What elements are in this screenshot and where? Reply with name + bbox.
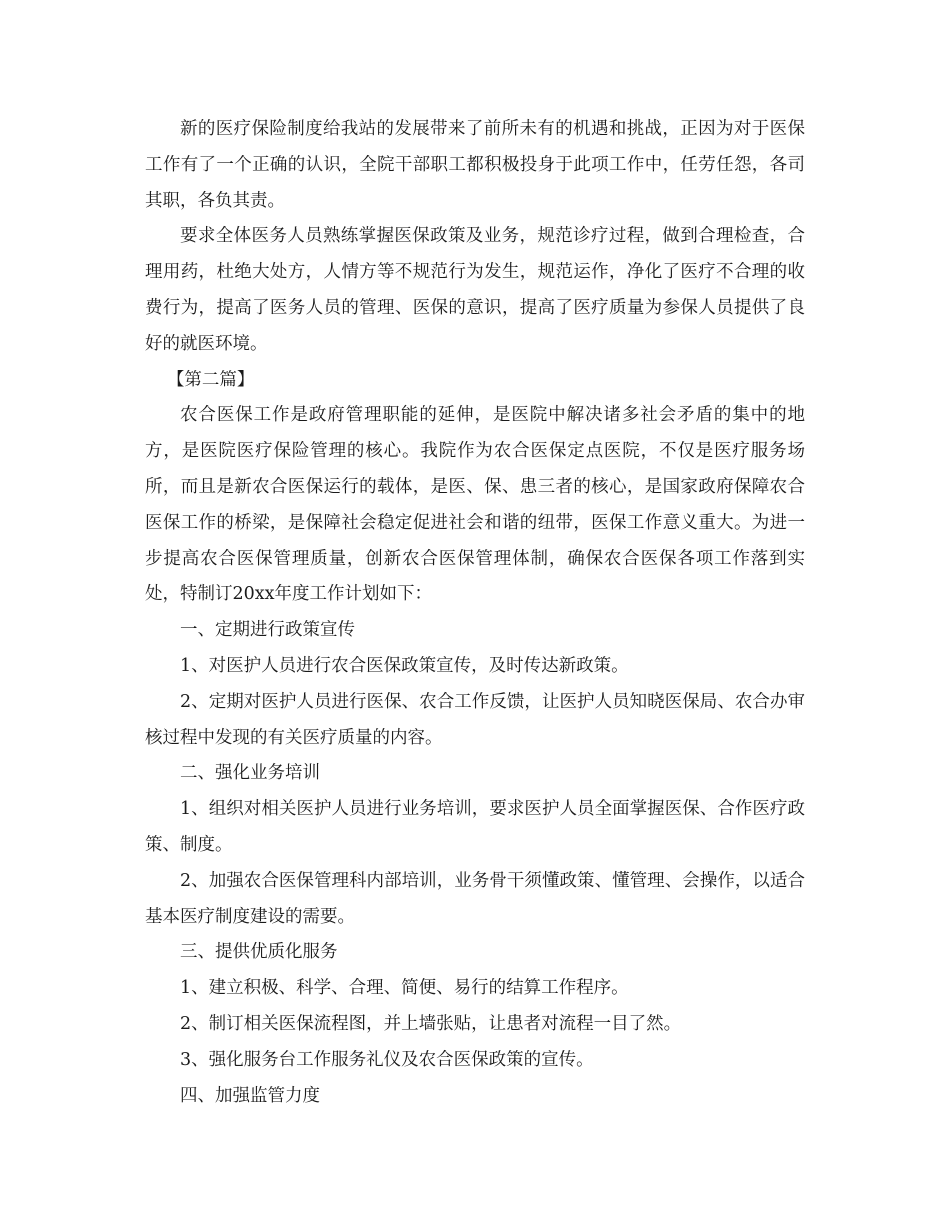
paragraph-overview: 农合医保工作是政府管理职能的延伸，是医院中解决诸多社会矛盾的集中的地方，是医院医疗保险管理的核心。我院作为农合医保定点医院，不仅是医疗服务场所，而且是新农合医保运行的载体，是医、保、患三者的核心，是国家政府保障农合医保工作的桥梁，是保障社会稳定促进社会和谐的纽带，医保工作意义重大。为进一步提高农合医保管理质量，创新农合医保管理体制，确保农合医保各项工作落到实处，特制订20xx年度工作计划如下： — [145, 405, 805, 605]
heading-supervision: 四、加强监管力度 — [180, 1085, 320, 1106]
list-item-service-1: 1、建立积极、科学、合理、简便、易行的结算工作程序。 — [180, 978, 629, 999]
list-item-service-2: 2、制订相关医保流程图，并上墙张贴，让患者对流程一目了然。 — [180, 1013, 682, 1034]
list-item-policy-1: 1、对医护人员进行农合医保政策宣传，及时传达新政策。 — [180, 655, 629, 676]
heading-training: 二、强化业务培训 — [180, 763, 320, 784]
heading-quality-service: 三、提供优质化服务 — [180, 942, 338, 963]
section-title-part-two: 【第二篇】 — [166, 369, 255, 390]
document-body — [145, 112, 805, 1114]
paragraph-intro: 新的医疗保险制度给我站的发展带来了前所未有的机遇和挑战，正因为对于医保工作有了一个正确的认识，全院干部职工都积极投身于此项工作中，任劳任怨，各司其职，各负其责。 — [145, 119, 805, 211]
list-item-training-2: 2、加强农合医保管理科内部培训，业务骨干须懂政策、懂管理、会操作，以适合基本医疗制度建设的需要。 — [145, 870, 805, 927]
list-item-service-3: 3、强化服务台工作服务礼仪及农合医保政策的宣传。 — [180, 1049, 594, 1070]
list-item-training-1: 1、组织对相关医护人员进行业务培训，要求医护人员全面掌握医保、合作医疗政策、制度。 — [145, 799, 805, 855]
heading-policy-promotion: 一、定期进行政策宣传 — [180, 620, 355, 641]
list-item-policy-2: 2、定期对医护人员进行医保、农合工作反馈，让医护人员知晓医保局、农合办审核过程中发现的有关医疗质量的内容。 — [145, 691, 805, 748]
paragraph-requirements: 要求全体医务人员熟练掌握医保政策及业务，规范诊疗过程，做到合理检查，合理用药，杜绝大处方，人情方等不规范行为发生，规范运作，净化了医疗不合理的收费行为，提高了医务人员的管理、医保的意识，提高了医疗质量为参保人员提供了良好的就医环境。 — [145, 226, 805, 354]
